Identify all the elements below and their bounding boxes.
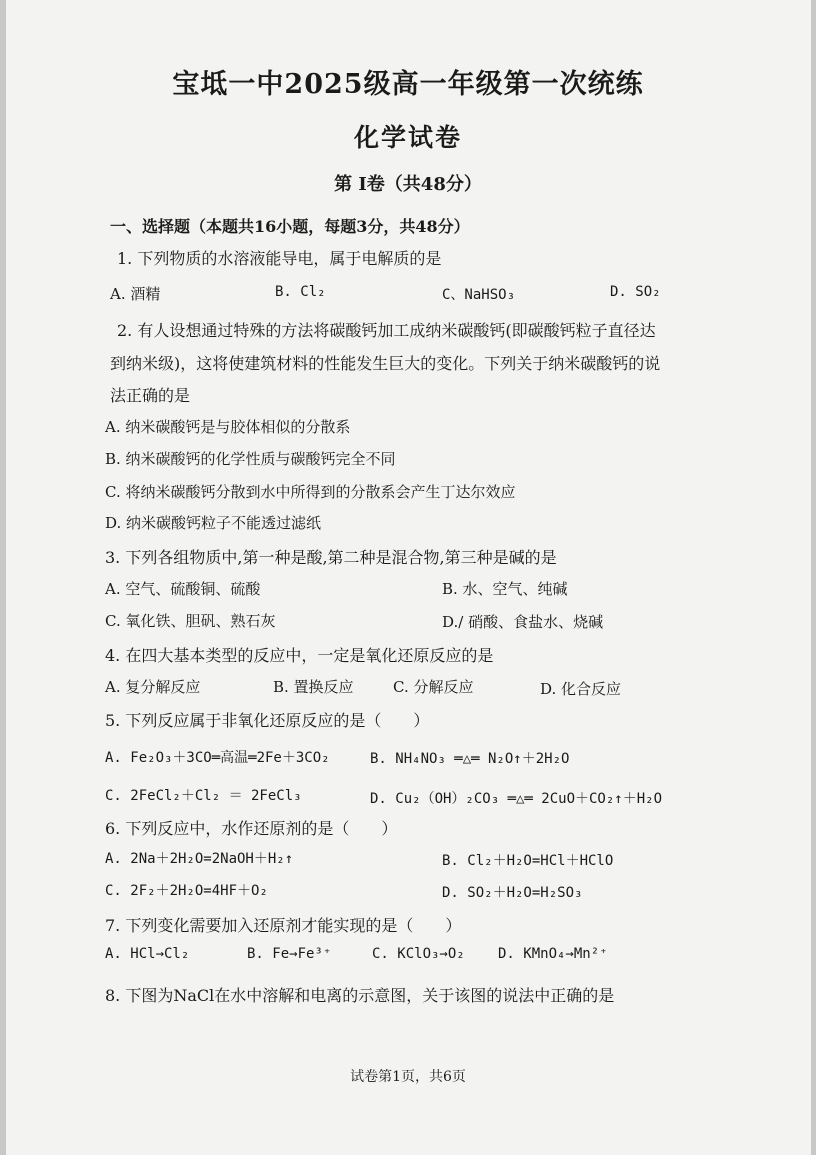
- section-heading: 一、选择题（本题共16小题，每题3分，共48分）: [110, 217, 470, 236]
- question-7-option-c: C. KClO₃→O₂: [372, 946, 465, 962]
- question-1-stem: 1. 下列物质的水溶液能导电，属于电解质的是: [117, 249, 442, 268]
- question-3-option-a: A. 空气、硫酸铜、硫酸: [105, 580, 261, 598]
- question-5-option-d: D. Cu₂（OH）₂CO₃ ═△═ 2CuO＋CO₂↑＋H₂O: [370, 791, 663, 807]
- question-3-stem: 3. 下列各组物质中,第一种是酸,第二种是混合物,第三种是碱的是: [105, 548, 557, 567]
- question-1-option-b: B. Cl₂: [275, 284, 326, 300]
- question-6-option-b: B. Cl₂＋H₂O=HCl＋HClO: [442, 853, 614, 869]
- question-4-option-b: B. 置换反应: [273, 678, 354, 696]
- question-8-stem: 8. 下图为NaCl在水中溶解和电离的示意图，关于该图的说法中正确的是: [105, 986, 615, 1005]
- question-6-stem: 6. 下列反应中，水作还原剂的是（ ）: [105, 819, 398, 838]
- question-2-option-d: D. 纳米碳酸钙粒子不能透过滤纸: [105, 514, 322, 532]
- question-7-stem: 7. 下列变化需要加入还原剂才能实现的是（ ）: [105, 916, 462, 935]
- question-6-option-a: A. 2Na＋2H₂O=2NaOH＋H₂↑: [105, 851, 294, 867]
- question-6-option-c: C. 2F₂＋2H₂O=4HF＋O₂: [105, 883, 268, 899]
- question-2-option-c: C. 将纳米碳酸钙分散到水中所得到的分散系会产生丁达尔效应: [105, 483, 516, 501]
- volume-heading: 第 Ⅰ卷（共48分）: [334, 174, 482, 195]
- question-6-option-d: D. SO₂＋H₂O=H₂SO₃: [442, 885, 583, 901]
- question-4-option-c: C. 分解反应: [393, 678, 474, 696]
- question-2-option-a: A. 纳米碳酸钙是与胶体相似的分散系: [105, 418, 351, 436]
- question-1-option-a: A. 酒精: [110, 285, 161, 303]
- question-2-stem-line-3: 法正确的是: [110, 386, 191, 405]
- question-7-option-a: A. HCl→Cl₂: [105, 946, 190, 962]
- question-2-stem-line-2: 到纳米级)，这将使建筑材料的性能发生巨大的变化。下列关于纳米碳酸钙的说: [110, 354, 661, 373]
- question-4-stem: 4. 在四大基本类型的反应中，一定是氧化还原反应的是: [105, 646, 494, 665]
- question-2-stem-line-1: 2. 有人设想通过特殊的方法将碳酸钙加工成纳米碳酸钙(即碳酸钙粒子直径达: [117, 321, 656, 340]
- question-1-option-c: C、NaHSO₃: [442, 287, 516, 303]
- exam-title: 宝坻一中2025级高一年级第一次统练: [172, 69, 644, 100]
- question-3-option-d: D./ 硝酸、食盐水、烧碱: [442, 613, 604, 631]
- question-5-stem: 5. 下列反应属于非氧化还原反应的是（ ）: [105, 711, 430, 730]
- question-7-option-d: D. KMnO₄→Mn²⁺: [498, 946, 608, 962]
- question-3-option-b: B. 水、空气、纯碱: [442, 580, 568, 598]
- question-5-option-a: A. Fe₂O₃＋3CO═高温═2Fe＋3CO₂: [105, 750, 330, 766]
- question-5-option-b: B. NH₄NO₃ ═△═ N₂O↑＋2H₂O: [370, 751, 570, 767]
- page-footer: 试卷第1页，共6页: [350, 1069, 466, 1085]
- question-3-option-c: C. 氧化铁、胆矾、熟石灰: [105, 612, 276, 630]
- exam-subject: 化学试卷: [353, 123, 462, 152]
- question-2-option-b: B. 纳米碳酸钙的化学性质与碳酸钙完全不同: [105, 450, 396, 468]
- question-4-option-d: D. 化合反应: [540, 680, 622, 698]
- question-1-option-d: D. SO₂: [610, 284, 661, 300]
- question-5-option-c: C. 2FeCl₂＋Cl₂ ＝ 2FeCl₃: [105, 788, 302, 804]
- question-4-option-a: A. 复分解反应: [105, 678, 201, 696]
- question-7-option-b: B. Fe→Fe³⁺: [247, 946, 332, 962]
